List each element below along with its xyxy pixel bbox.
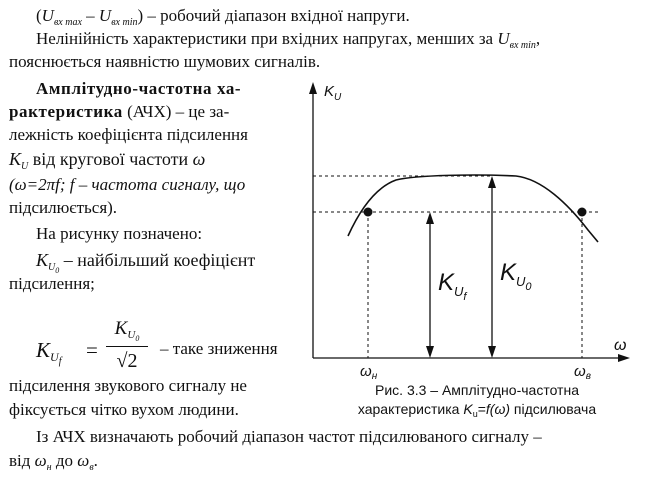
ku-symbol: K xyxy=(9,149,22,169)
omega-low-label: $\omega_н$ xyxy=(360,363,378,382)
afc-term-rest: (АЧХ) – це за- xyxy=(122,102,230,121)
range-line-text: ) – робочий діапазон вхідної напруги. xyxy=(137,6,410,25)
afc-term-line-1: Амплітудно-частотна ха- xyxy=(36,79,242,98)
y-axis-label: $K_U$ xyxy=(324,83,342,103)
ku0-arrow-down-icon xyxy=(488,346,496,358)
omega-definition-line: (ω=2πf; f – частота сигналу, що xyxy=(9,175,246,194)
y-axis-arrow-icon xyxy=(309,82,317,94)
figure-caption-line-2: характеристика $K_u=f(\omega)$ підсилювача xyxy=(357,401,597,419)
kuf-label: $K_Uf$ xyxy=(438,269,467,303)
ku0-description: – найбільший коефіцієнт xyxy=(59,250,256,270)
figure-notation-line: На рисунку позначено: xyxy=(36,224,203,243)
ku-subscript: U xyxy=(21,161,29,172)
kuf-lhs: $K_{U_f}$ xyxy=(36,338,62,367)
omega-low-subscript: н xyxy=(46,462,52,473)
nonlinearity-text: Нелінійність характеристики при вхідних напругах, менших за xyxy=(36,29,498,48)
range-line xyxy=(36,6,410,29)
ku-frequency-text: від кругової частоти xyxy=(28,149,193,169)
equals-sign: = xyxy=(86,338,98,362)
u-min-symbol-2: U xyxy=(497,29,510,48)
omega-high-subscript: в xyxy=(89,462,94,473)
high-cutoff-point xyxy=(578,208,587,217)
gain-end-line: підсилення; xyxy=(9,274,95,293)
kuf-arrow-down-icon xyxy=(426,346,434,358)
low-cutoff-point xyxy=(364,208,373,217)
omega-high-symbol: ω xyxy=(77,451,90,470)
ku0-line xyxy=(36,250,255,275)
response-curve xyxy=(348,175,598,242)
u-max-symbol: U xyxy=(41,6,54,25)
u-max-subscript: вх max xyxy=(53,17,82,28)
ku-frequency-line xyxy=(9,149,205,173)
ear-line: фіксується чітко вухом людини. xyxy=(9,400,239,419)
fraction-bar xyxy=(106,346,148,347)
amplified-line: підсилюється). xyxy=(9,198,118,217)
ku0-label: $K_U0$ xyxy=(500,259,532,293)
sound-line: підсилення звукового сигналу не xyxy=(9,376,247,395)
ku0-arrow-up-icon xyxy=(488,176,496,188)
nonlinearity-line xyxy=(36,29,540,52)
ku0-symbol: K xyxy=(36,250,49,270)
omega-low-symbol: ω xyxy=(34,451,47,470)
noise-line: пояснюється наявністю шумових сигналів. xyxy=(9,52,321,71)
fraction-denominator: √2 xyxy=(116,350,138,372)
range-determination-line: Із АЧХ визначають робочий діапазон частот підсилюваного сигналу – xyxy=(36,427,542,446)
u-min-symbol: U xyxy=(98,6,112,25)
omega-symbol: ω xyxy=(192,149,206,169)
ku0-subscript: U0 xyxy=(48,262,60,275)
gain-line: лежність коефіцієнта підсилення xyxy=(9,125,248,144)
fraction-numerator: $K_{U_0}$ xyxy=(114,318,140,343)
kuf-arrow-up-icon xyxy=(426,212,434,224)
afc-term-line-2 xyxy=(9,102,229,122)
afc-term-bold: рактеристика xyxy=(9,102,123,121)
x-axis-arrow-icon xyxy=(618,354,630,362)
omega-high-label: $\omega_в$ xyxy=(574,363,591,382)
frequency-response-figure xyxy=(296,78,636,383)
x-axis-label: ω xyxy=(614,337,627,354)
range-bounds-line: від $\omega_н$ до $\omega_в$. xyxy=(9,451,98,473)
u-min-subscript-2: вх min xyxy=(509,40,536,51)
minus-sign: – xyxy=(81,6,99,25)
figure-caption-line-1: Рис. 3.3 – Амплітудно-частотна xyxy=(375,382,579,398)
kuf-description: – таке зниження xyxy=(160,339,278,358)
u-min-subscript: вх min xyxy=(111,17,138,28)
comma: , xyxy=(535,29,541,48)
paren-open: ( xyxy=(36,6,42,25)
